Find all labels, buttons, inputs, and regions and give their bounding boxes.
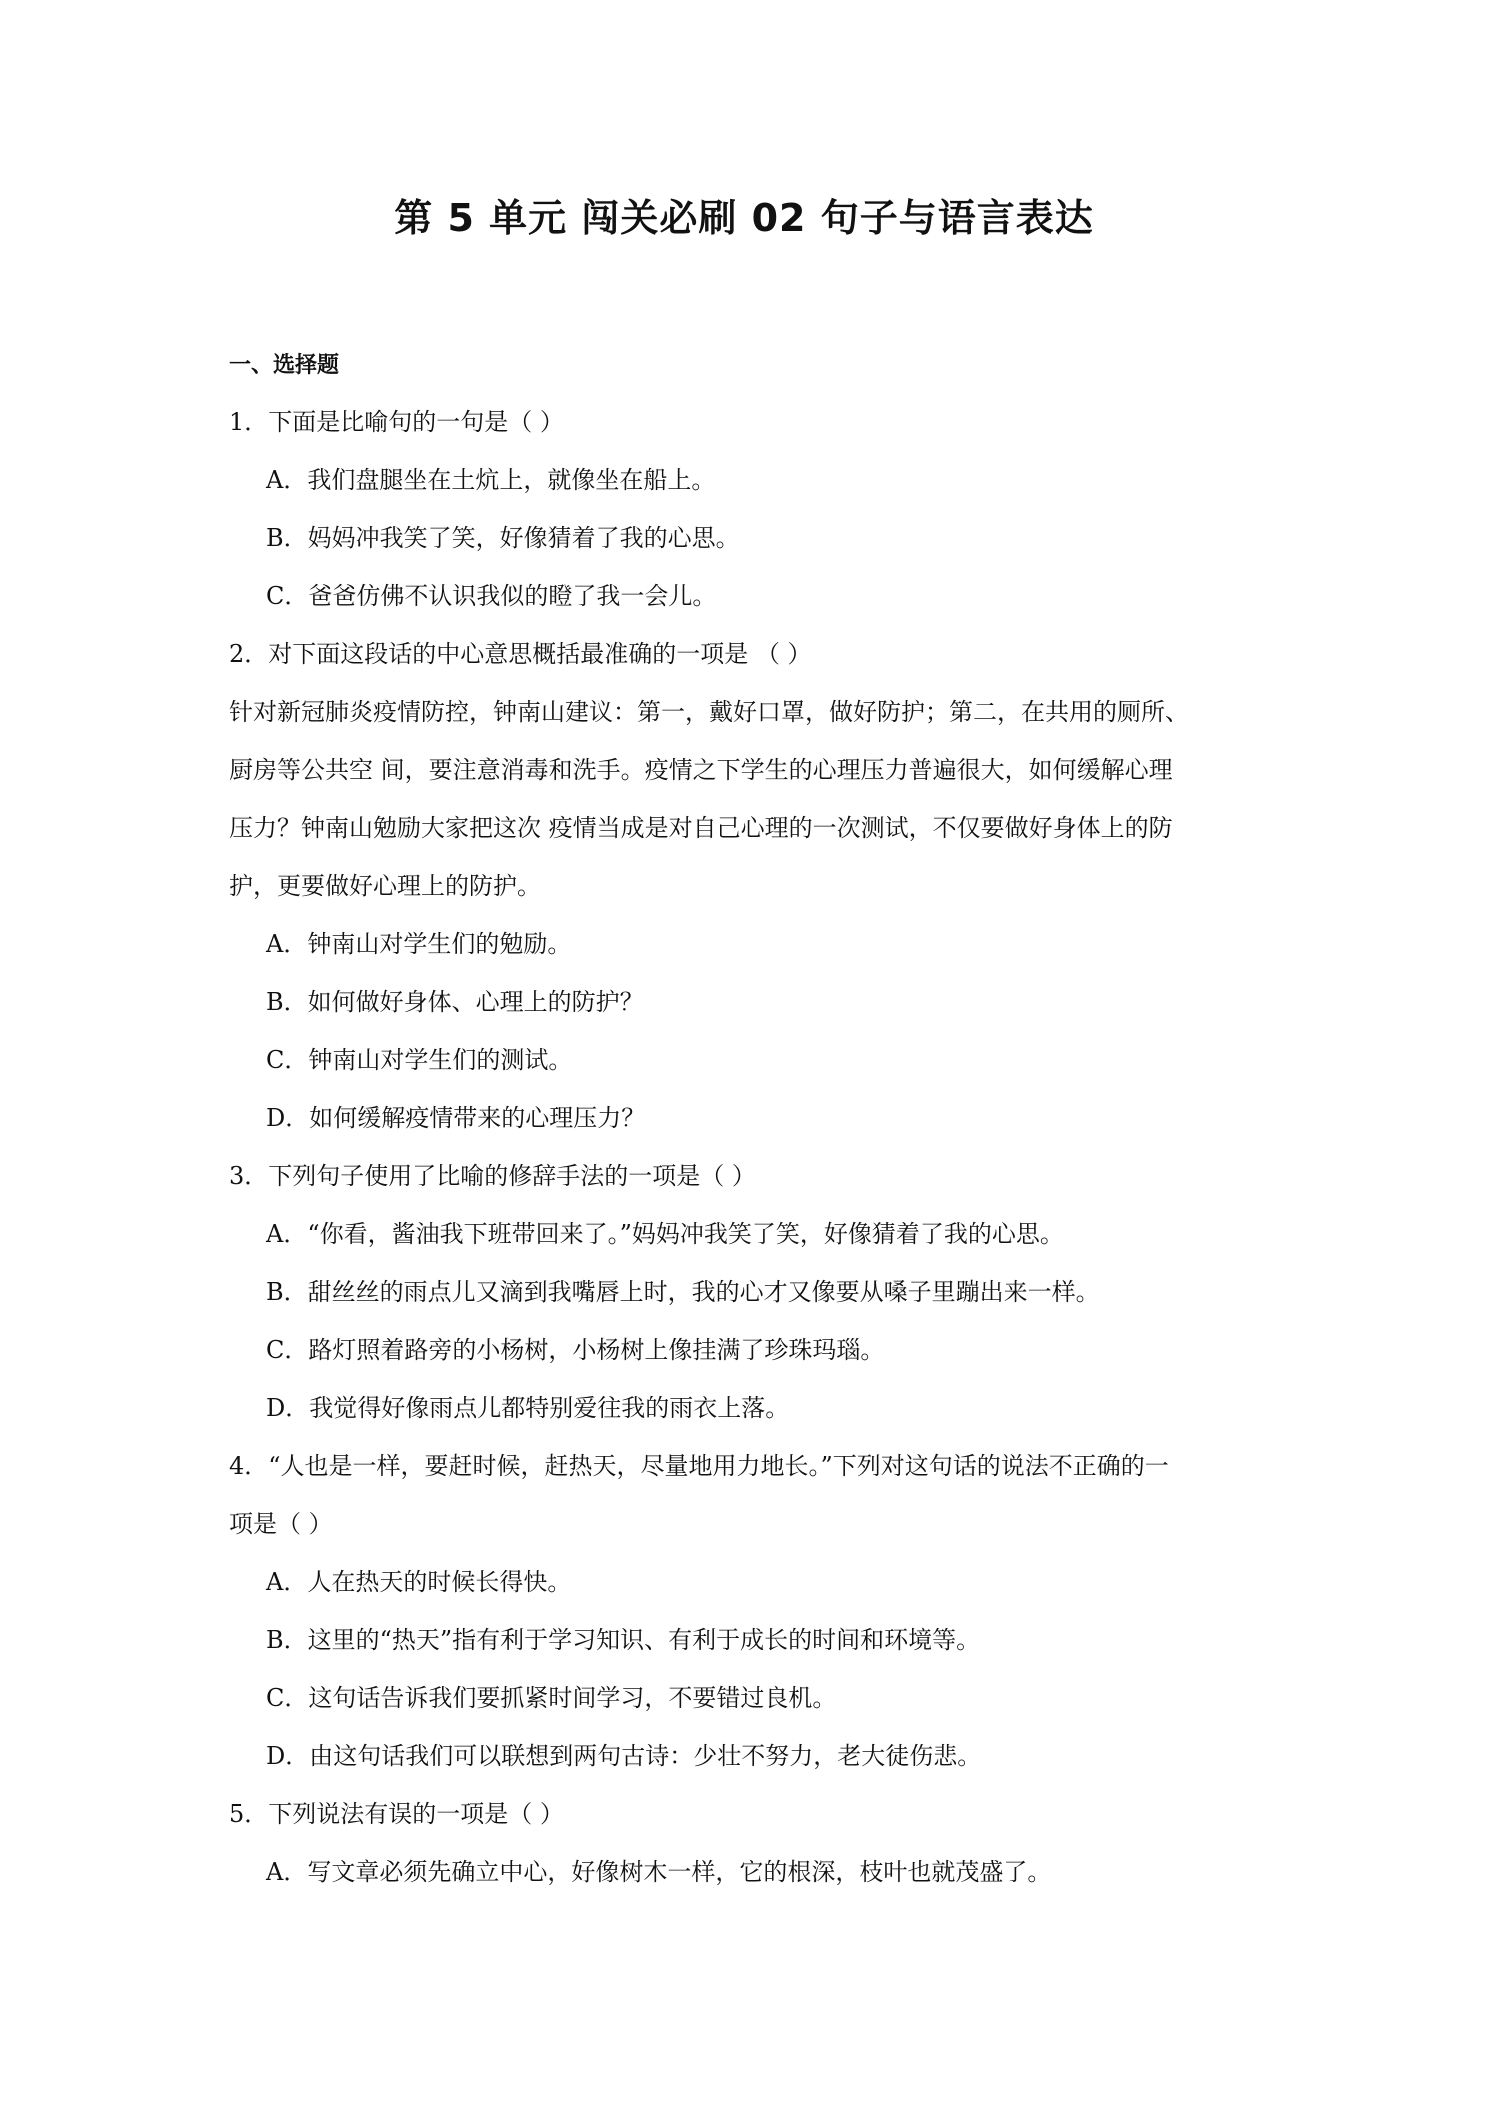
- question-4-option-a: A．人在热天的时候长得快。: [266, 1568, 572, 1596]
- question-5-stem: 5．下列说法有误的一项是（ ）: [229, 1800, 564, 1828]
- question-2-option-c: C．钟南山对学生们的测试。: [266, 1046, 573, 1074]
- question-3-stem: 3．下列句子使用了比喻的修辞手法的一项是（ ）: [229, 1162, 756, 1190]
- question-2-passage-line: 针对新冠肺炎疫情防控，钟南山建议：第一，戴好口罩，做好防护；第二，在共用的厕所、: [229, 698, 1189, 726]
- question-2-option-b: B．如何做好身体、心理上的防护？: [266, 988, 644, 1016]
- page-title: 第 5 单元 闯关必刷 02 句子与语言表达: [394, 196, 1094, 240]
- question-4-option-c: C．这句话告诉我们要抓紧时间学习，不要错过良机。: [266, 1684, 837, 1712]
- question-4-option-b: B．这里的“热天”指有利于学习知识、有利于成长的时间和环境等。: [266, 1626, 981, 1654]
- question-2-option-d: D．如何缓解疫情带来的心理压力？: [266, 1104, 646, 1132]
- question-2-option-a: A．钟南山对学生们的勉励。: [266, 930, 572, 958]
- section-heading: 一、选择题: [229, 353, 340, 378]
- question-2-passage-line: 护，更要做好心理上的防护。: [229, 872, 541, 900]
- question-2-stem: 2．对下面这段话的中心意思概括最准确的一项是 （ ）: [229, 640, 812, 668]
- question-3-option-a: A．“你看，酱油我下班带回来了。”妈妈冲我笑了笑，好像猜着了我的心思。: [266, 1220, 1064, 1248]
- question-1-option-b: B．妈妈冲我笑了笑，好像猜着了我的心思。: [266, 524, 740, 552]
- question-3-option-b: B．甜丝丝的雨点儿又滴到我嘴唇上时，我的心才又像要从嗓子里蹦出来一样。: [266, 1278, 1100, 1306]
- question-5-option-a: A．写文章必须先确立中心，好像树木一样，它的根深，枝叶也就茂盛了。: [266, 1858, 1052, 1886]
- question-3-option-c: C．路灯照着路旁的小杨树，小杨树上像挂满了珍珠玛瑙。: [266, 1336, 885, 1364]
- question-1-option-a: A．我们盘腿坐在土炕上，就像坐在船上。: [266, 466, 716, 494]
- question-4-stem-continued: 项是（ ）: [229, 1510, 333, 1538]
- question-3-option-d: D．我觉得好像雨点儿都特别爱往我的雨衣上落。: [266, 1394, 790, 1422]
- question-4-stem: 4．“人也是一样，要赶时候，赶热天，尽量地用力地长。”下列对这句话的说法不正确的一: [229, 1452, 1169, 1480]
- question-1-option-c: C．爸爸仿佛不认识我似的瞪了我一会儿。: [266, 582, 717, 610]
- question-4-option-d: D．由这句话我们可以联想到两句古诗：少壮不努力，老大徒伤悲。: [266, 1742, 982, 1770]
- question-2-passage-line: 压力？钟南山勉励大家把这次 疫情当成是对自己心理的一次测试，不仅要做好身体上的防: [229, 814, 1173, 842]
- question-1-stem: 1．下面是比喻句的一句是（ ）: [229, 408, 564, 436]
- question-2-passage-line: 厨房等公共空 间，要注意消毒和洗手。疫情之下学生的心理压力普遍很大，如何缓解心理: [229, 756, 1173, 784]
